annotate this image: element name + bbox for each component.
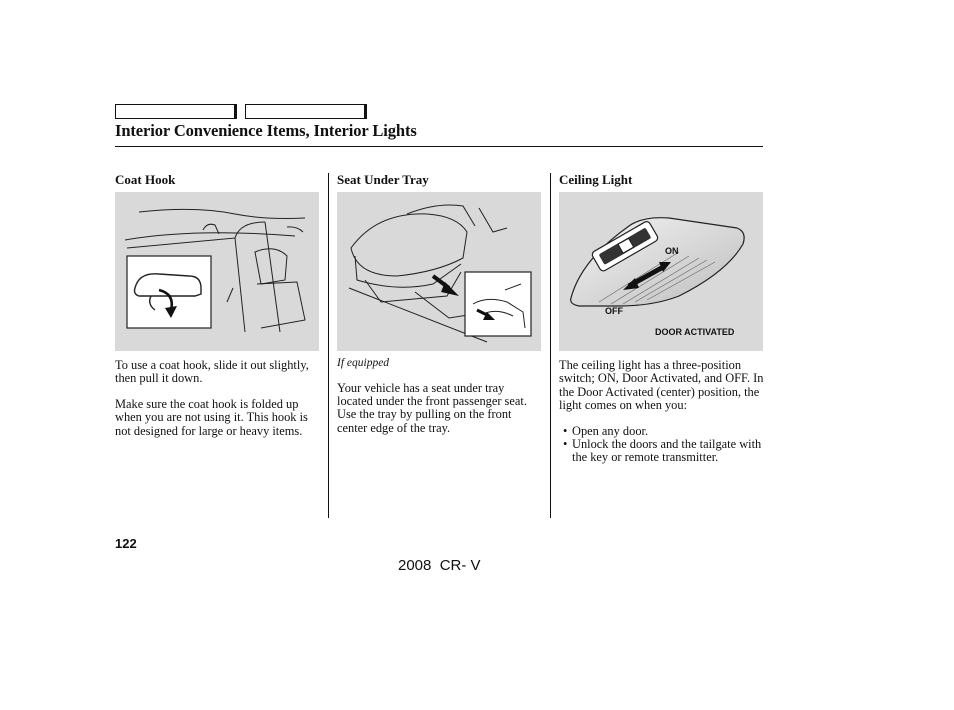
column-divider [328,173,329,518]
ceiling-light-bullet-list [559,425,765,465]
seat-tray-heading: Seat Under Tray [337,172,429,187]
seat-tray-section [337,172,543,435]
ceiling-light-illustration [559,192,763,351]
list-item: • Open any door. [559,425,765,438]
list-item: • Unlock the doors and the tailgate with the key or remote transmitter. [559,438,765,465]
on-label: ON [665,246,679,256]
ceiling-light-section [559,172,765,465]
coat-hook-paragraph: To use a coat hook, slide it out slightly, then pull it down. [115,358,309,386]
seat-tray-illustration [337,192,541,351]
off-label: OFF [605,306,623,316]
door-activated-label: DOOR ACTIVATED [655,327,735,337]
ceiling-light-paragraph: The ceiling light has a three-position switch; ON, Door Activated, and OFF. In the Door Activated (center) position, the light comes on when you: [559,358,764,413]
column-divider [550,173,551,518]
coat-hook-section [115,172,321,438]
coat-hook-paragraph: Make sure the coat hook is folded up when you are not using it. This hook is not designed for large or heavy items. [115,396,308,438]
coat-hook-heading: Coat Hook [115,172,176,187]
section-tab-right [245,104,367,119]
ceiling-light-heading: Ceiling Light [559,172,633,187]
coat-hook-illustration [115,192,319,351]
page-title: Interior Convenience Items, Interior Lights [115,121,417,140]
title-rule [115,146,763,147]
seat-tray-paragraph: Your vehicle has a seat under tray located under the front passenger seat. Use the tray by pulling on the front center edge of the tray. [337,380,527,435]
page-number: 122 [115,536,137,551]
section-tab-left [115,104,237,119]
model-footer: 2008 CR- V [398,557,481,574]
if-equipped-note: If equipped [337,357,390,369]
